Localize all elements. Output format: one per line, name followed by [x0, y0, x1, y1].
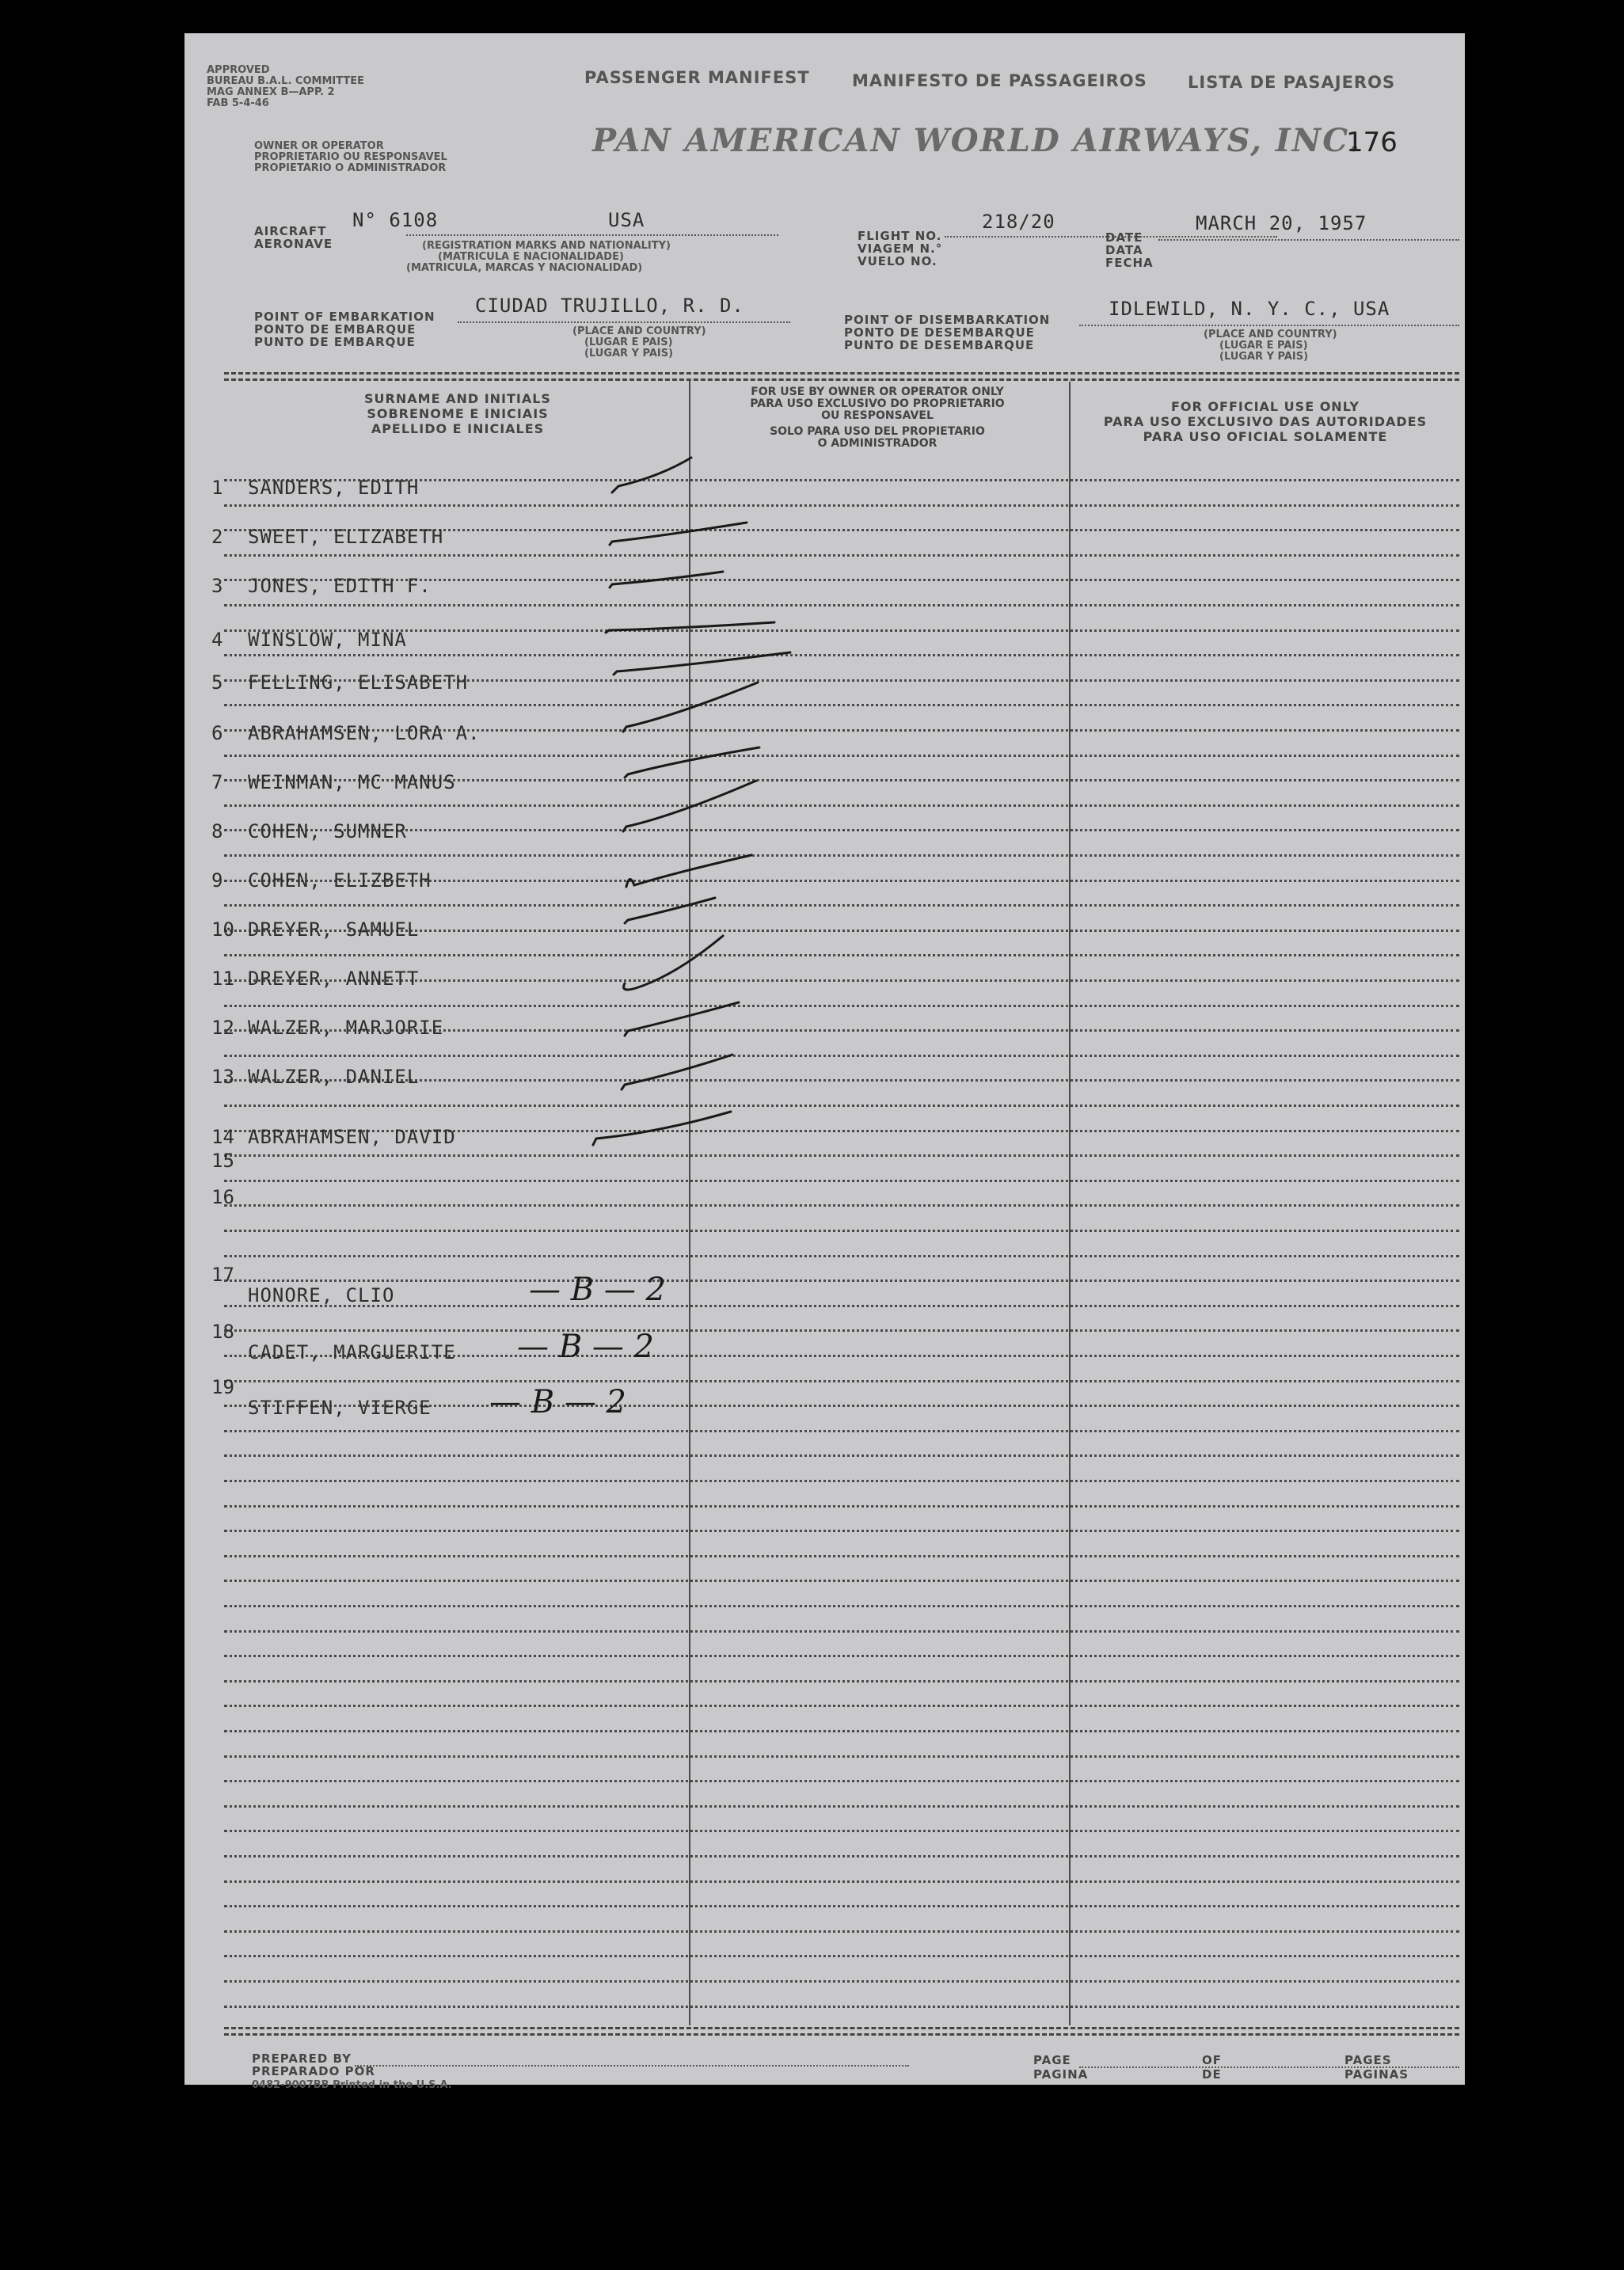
- table-bottom-border: [224, 2027, 1459, 2029]
- checkmark-3: [610, 572, 723, 587]
- checkmark-6: [623, 683, 758, 732]
- approval-line-3: MAG ANNEX B—APP. 2: [207, 86, 335, 98]
- passenger-number: 8: [211, 820, 223, 842]
- passenger-number: 18: [211, 1321, 234, 1343]
- embark-place: CIUDAD TRUJILLO, R. D.: [475, 295, 744, 317]
- passenger-name: DREYER, SAMUEL: [248, 918, 420, 941]
- disembark-label-pt: PONTO DE DESEMBARQUE: [844, 325, 1035, 340]
- footer-of-en: OF: [1202, 2053, 1222, 2067]
- passenger-name: FELLING, ELISABETH: [248, 671, 469, 694]
- col1-header-en: SURNAME AND INITIALS: [364, 391, 551, 406]
- approval-line-1: APPROVED: [207, 64, 270, 76]
- flight-label-es: VUELO NO.: [858, 254, 938, 268]
- flight-label-pt: VIAGEM N.°: [858, 241, 943, 256]
- disembark-label-es: PUNTO DE DESEMBARQUE: [844, 338, 1035, 352]
- footer-print: 0482-9007BB Printed in the U.S.A.: [252, 2079, 452, 2091]
- embark-place-label-pt: (LUGAR E PAIS): [584, 337, 673, 348]
- flight-date: MARCH 20, 1957: [1196, 212, 1367, 234]
- passenger-number: 3: [211, 575, 223, 597]
- checkmark-1: [612, 458, 691, 492]
- disembark-place-label-en: (PLACE AND COUNTRY): [1204, 329, 1337, 340]
- checkmark-13: [622, 1055, 732, 1089]
- title-pt: MANIFESTO DE PASSAGEIROS: [852, 71, 1147, 90]
- passenger-number: 9: [211, 869, 223, 892]
- passenger-number: 13: [211, 1066, 234, 1088]
- owner-label-pt: PROPRIETARIO OU RESPONSAVEL: [254, 151, 447, 163]
- passenger-number: 2: [211, 526, 223, 548]
- checkmark-5: [614, 652, 790, 675]
- date-label-es: FECHA: [1105, 256, 1154, 270]
- disembark-place-label-pt: (LUGAR E PAIS): [1219, 340, 1308, 352]
- passenger-number: 11: [211, 968, 234, 990]
- airline-name: PAN AMERICAN WORLD AIRWAYS, INC.: [592, 122, 1362, 159]
- col1-header-pt: SOBRENOME E INICIAIS: [367, 406, 549, 421]
- date-label-en: DATE: [1105, 230, 1143, 245]
- aircraft-nationality: USA: [608, 209, 645, 231]
- passenger-number: 10: [211, 918, 234, 941]
- owner-label-es: PROPIETARIO O ADMINISTRADOR: [254, 162, 447, 174]
- footer-pages-pt: PAGINAS: [1344, 2067, 1409, 2082]
- embark-label-en: POINT OF EMBARKATION: [254, 310, 435, 324]
- col2-header-5: O ADMINISTRADOR: [817, 437, 938, 450]
- col2-header-2: PARA USO EXCLUSIVO DO PROPRIETARIO: [750, 397, 1005, 410]
- aircraft-label-en: AIRCRAFT: [254, 224, 327, 238]
- col3-header-pt: PARA USO EXCLUSIVO DAS AUTORIDADES: [1103, 414, 1428, 429]
- passenger-number: 5: [211, 671, 223, 694]
- col2-header-3: OU RESPONSAVEL: [821, 409, 934, 422]
- passenger-number: 15: [211, 1150, 234, 1172]
- manifest-sheet: [184, 33, 1465, 2091]
- checkmark-2: [610, 523, 747, 545]
- passenger-name: WINSLOW, MINA: [248, 629, 407, 651]
- flight-number: 218/20: [982, 211, 1055, 233]
- passenger-name: WEINMAN, MC MANUS: [248, 771, 456, 793]
- page-stamp: 176: [1346, 127, 1398, 158]
- checkmark-7: [625, 747, 759, 778]
- handwritten-code: — B — 2: [517, 1329, 654, 1365]
- aircraft-number: N° 6108: [352, 209, 439, 231]
- passenger-name: STIFFEN, VIERGE: [248, 1397, 432, 1419]
- registration-label-en: (REGISTRATION MARKS AND NATIONALITY): [422, 240, 671, 252]
- embark-label-pt: PONTO DE EMBARQUE: [254, 322, 416, 337]
- date-label-pt: DATA: [1105, 243, 1143, 257]
- footer-prepared-line: [355, 2065, 909, 2067]
- passenger-name: HONORE, CLIO: [248, 1284, 395, 1306]
- passenger-name: COHEN, ELIZBETH: [248, 869, 432, 892]
- footer-page-pt: PAGINA: [1033, 2067, 1089, 2082]
- col3-header-es: PARA USO OFICIAL SOLAMENTE: [1143, 429, 1388, 444]
- col2-header-1: FOR USE BY OWNER OR OPERATOR ONLY: [751, 386, 1004, 398]
- passenger-name: WALZER, DANIEL: [248, 1066, 420, 1088]
- passenger-number: 4: [211, 629, 223, 651]
- footer-page-line: [1079, 2067, 1459, 2068]
- flight-label-en: FLIGHT NO.: [858, 229, 942, 243]
- col1-header-es: APELLIDO E INICIALES: [371, 421, 545, 436]
- passenger-number: 1: [211, 477, 223, 499]
- aircraft-label-pt: AERONAVE: [254, 237, 333, 251]
- registration-label-pt: (MATRICULA E NACIONALIDADE): [438, 251, 624, 263]
- col3-header-en: FOR OFFICIAL USE ONLY: [1171, 399, 1360, 414]
- footer-prepared-en: PREPARED BY: [252, 2051, 352, 2066]
- checkmarks: [593, 458, 790, 1145]
- disembark-place-label-es: (LUGAR Y PAIS): [1219, 351, 1309, 363]
- checkmark-10: [625, 898, 715, 923]
- passenger-name: ABRAHAMSEN, LORA A.: [248, 722, 481, 744]
- passenger-name: SANDERS, EDITH: [248, 477, 420, 499]
- embark-label-es: PUNTO DE EMBARQUE: [254, 335, 416, 349]
- table-bottom-border-2: [224, 2033, 1459, 2036]
- checkmark-11: [624, 936, 723, 990]
- passenger-name: JONES, EDITH F.: [248, 575, 432, 597]
- footer-of-pt: DE: [1202, 2067, 1222, 2082]
- approval-line-4: FAB 5-4-46: [207, 97, 269, 109]
- passenger-number: 7: [211, 771, 223, 793]
- passenger-number: 12: [211, 1017, 234, 1039]
- checkmark-8: [623, 781, 756, 831]
- footer-page-en: PAGE: [1033, 2053, 1071, 2067]
- passenger-number: 14: [211, 1126, 234, 1148]
- checkmark-14: [593, 1112, 731, 1145]
- handwritten-code: — B — 2: [529, 1272, 666, 1308]
- title-en: PASSENGER MANIFEST: [584, 68, 810, 87]
- checkmarks-layer: [184, 33, 1465, 2085]
- passenger-number: 19: [211, 1376, 234, 1398]
- passenger-name: SWEET, ELIZABETH: [248, 526, 444, 548]
- approval-line-2: BUREAU B.A.L. COMMITTEE: [207, 75, 365, 87]
- embark-place-label-es: (LUGAR Y PAIS): [584, 348, 674, 359]
- footer-prepared-pt: PREPARADO POR: [252, 2064, 375, 2078]
- passenger-number: 16: [211, 1186, 234, 1208]
- passenger-name: CADET, MARGUERITE: [248, 1341, 456, 1363]
- registration-label-es: (MATRICULA, MARCAS Y NACIONALIDAD): [406, 262, 643, 274]
- footer-pages-en: PAGES: [1344, 2053, 1392, 2067]
- passenger-name: WALZER, MARJORIE: [248, 1017, 444, 1039]
- passenger-name: ABRAHAMSEN, DAVID: [248, 1126, 456, 1148]
- disembark-place: IDLEWILD, N. Y. C., USA: [1109, 298, 1390, 320]
- passenger-name: COHEN, SUMNER: [248, 820, 407, 842]
- col2-header-4: SOLO PARA USO DEL PROPIETARIO: [770, 425, 985, 438]
- checkmark-12: [625, 1002, 739, 1036]
- handwritten-code: — B — 2: [489, 1384, 626, 1420]
- title-es: LISTA DE PASAJEROS: [1188, 73, 1396, 92]
- passenger-name: DREYER, ANNETT: [248, 968, 420, 990]
- owner-label-en: OWNER OR OPERATOR: [254, 140, 384, 152]
- embark-place-label-en: (PLACE AND COUNTRY): [572, 325, 706, 337]
- checkmark-9: [626, 855, 751, 887]
- passenger-number: 17: [211, 1264, 234, 1286]
- disembark-label-en: POINT OF DISEMBARKATION: [844, 313, 1051, 327]
- passenger-number: 6: [211, 722, 223, 744]
- checkmark-4: [606, 622, 774, 633]
